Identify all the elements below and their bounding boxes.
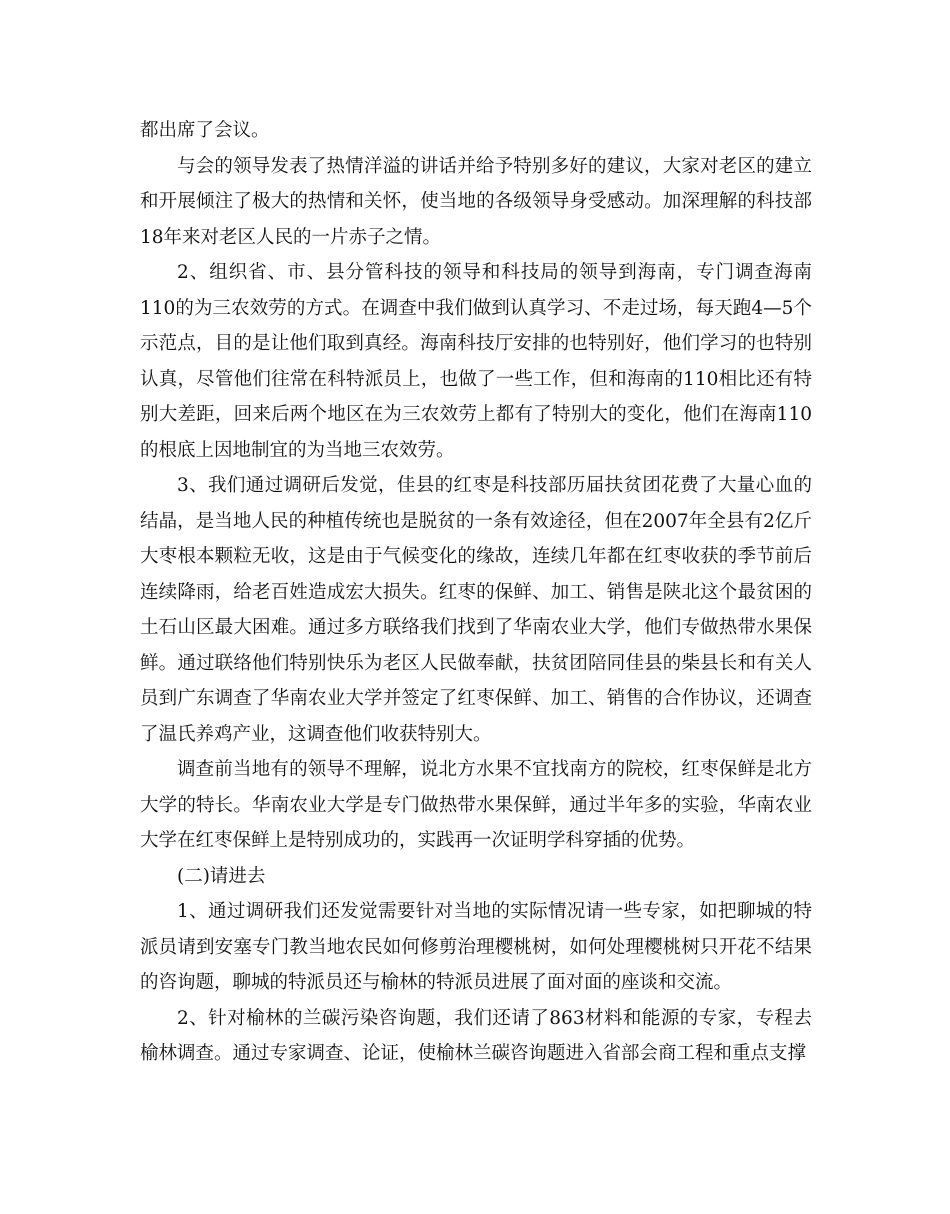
paragraph-7: 1、通过调研我们还发觉需要针对当地的实际情况请一些专家，如把聊城的特派员请到安塞专门教当地农民如何修剪治理樱桃树，如何处理樱桃树只开花不结果的咨询题，聊城的特派员还与榆林的特派员进展了面对面的座谈和交流。 <box>140 901 812 993</box>
paragraph-2: 与会的领导发表了热情洋溢的讲话并给予特别多好的建议，大家对老区的建立和开展倾注了极大的热情和关怀，使当地的各级领导身受感动。加深理解的科技部18年来对老区人民的一片赤子之情。 <box>140 155 812 248</box>
paragraph-8: 2、针对榆林的兰碳污染咨询题，我们还请了863材料和能源的专家，专程去榆林调查。通过专家调查、论证，使榆林兰碳咨询题进入省部会商工程和重点支撑 <box>140 1007 812 1064</box>
document-body <box>140 113 812 1072</box>
section-heading: (二)请进去 <box>177 865 266 887</box>
paragraph-5: 调查前当地有的领导不理解，说北方水果不宜找南方的院校，红枣保鲜是北方大学的特长。华南农业大学是专门做热带水果保鲜，通过半年多的实验，华南农业大学在红枣保鲜上是特别成功的，实践再一次证明学科穿插的优势。 <box>140 759 812 851</box>
paragraph-1: 都出席了会议。 <box>140 120 270 141</box>
paragraph-4: 3、我们通过调研后发觉，佳县的红枣是科技部历届扶贫团花费了大量心血的结晶，是当地人民的种植传统也是脱贫的一条有效途径，但在2007年全县有2亿斤大枣根本颗粒无收，这是由于气候变化的缘故，连续几年都在红枣收获的季节前后连续降雨，给老百姓造成宏大损失。红枣的保鲜、加工、销售是陕北这个最贫困的土石山区最大困难。通过多方联络我们找到了华南农业大学，他们专做热带水果保鲜。通过联络他们特别快乐为老区人民做奉献，扶贫团陪同佳县的柴县长和有关人员到广东调查了华南农业大学并签定了红枣保鲜、加工、销售的合作协议，还调查了温氏养鸡产业，这调查他们收获特别大。 <box>140 475 812 745</box>
paragraph-3: 2、组织省、市、县分管科技的领导和科技局的领导到海南，专门调查海南110的为三农效劳的方式。在调查中我们做到认真学习、不走过场，每天跑4—5个示范点，目的是让他们取到真经。海南科技厅安排的也特别好，他们学习的也特别认真，尽管他们往常在科特派员上，也做了一些工作，但和海南的110相比还有特别大差距，回来后两个地区在为三农效劳上都有了特别大的变化，他们在海南110的根底上因地制宜的为当地三农效劳。 <box>140 262 812 461</box>
